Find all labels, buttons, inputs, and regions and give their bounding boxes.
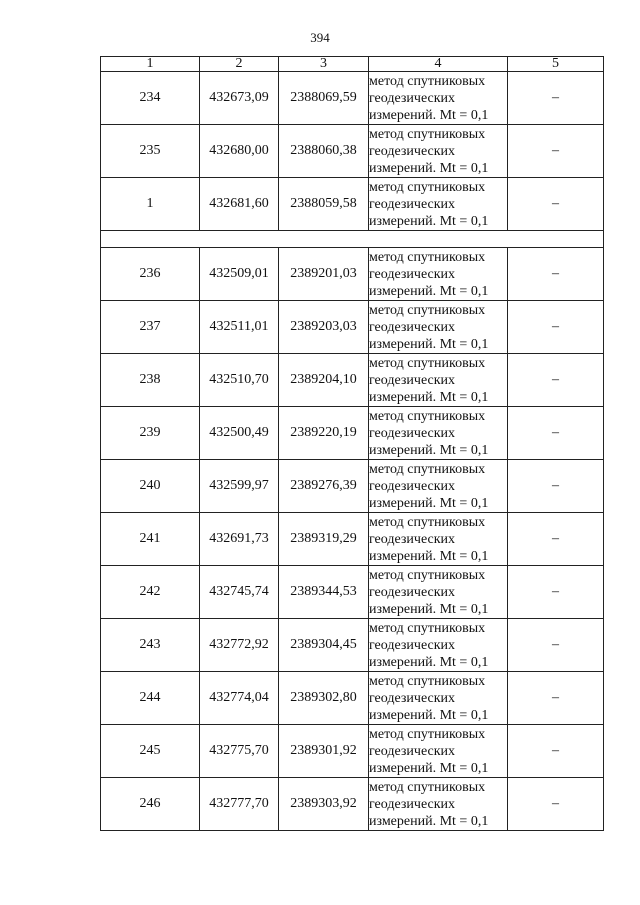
coordinates-table bbox=[100, 56, 604, 831]
method-description-cell bbox=[369, 513, 508, 566]
x-coordinate-cell: 432680,00 bbox=[200, 125, 279, 178]
x-coordinate-cell: 432500,49 bbox=[200, 407, 279, 460]
method-description-cell bbox=[369, 672, 508, 725]
y-coordinate-cell: 2389301,92 bbox=[279, 725, 369, 778]
x-coordinate-cell: 432599,97 bbox=[200, 460, 279, 513]
method-line: геодезических bbox=[369, 90, 456, 106]
y-coordinate-cell: 2389344,53 bbox=[279, 566, 369, 619]
method-line: измерений. Mt = 0,1 bbox=[369, 813, 489, 829]
method-line: геодезических bbox=[369, 196, 456, 212]
x-coordinate-cell: 432774,04 bbox=[200, 672, 279, 725]
empty-value-dash-cell: – bbox=[508, 301, 604, 354]
table-row bbox=[101, 407, 604, 460]
method-description-cell bbox=[369, 248, 508, 301]
point-number-cell: 234 bbox=[101, 72, 200, 125]
empty-value-dash-cell: – bbox=[508, 460, 604, 513]
method-line: геодезических bbox=[369, 743, 456, 759]
point-number-cell: 238 bbox=[101, 354, 200, 407]
empty-value-dash-cell: – bbox=[508, 407, 604, 460]
method-line: метод спутниковых bbox=[369, 408, 486, 424]
method-line: измерений. Mt = 0,1 bbox=[369, 760, 489, 776]
method-description-cell bbox=[369, 72, 508, 125]
header-col-1: 1 bbox=[101, 57, 200, 72]
method-line: геодезических bbox=[369, 690, 456, 706]
table-row bbox=[101, 566, 604, 619]
method-description-cell bbox=[369, 725, 508, 778]
x-coordinate-cell: 432691,73 bbox=[200, 513, 279, 566]
method-line: метод спутниковых bbox=[369, 73, 486, 89]
point-number-cell: 241 bbox=[101, 513, 200, 566]
empty-value-dash-cell: – bbox=[508, 672, 604, 725]
table-group-2 bbox=[101, 248, 604, 831]
table-row bbox=[101, 301, 604, 354]
method-line: измерений. Mt = 0,1 bbox=[369, 389, 489, 405]
method-line: измерений. Mt = 0,1 bbox=[369, 336, 489, 352]
header-col-4: 4 bbox=[369, 57, 508, 72]
method-line: метод спутниковых bbox=[369, 249, 486, 265]
table-row bbox=[101, 778, 604, 831]
method-line: геодезических bbox=[369, 637, 456, 653]
method-line: метод спутниковых bbox=[369, 567, 486, 583]
point-number-cell: 242 bbox=[101, 566, 200, 619]
table-row bbox=[101, 354, 604, 407]
method-line: метод спутниковых bbox=[369, 355, 486, 371]
empty-value-dash-cell: – bbox=[508, 725, 604, 778]
method-line: геодезических bbox=[369, 372, 456, 388]
method-description-cell bbox=[369, 460, 508, 513]
method-description-cell bbox=[369, 566, 508, 619]
method-line: геодезических bbox=[369, 531, 456, 547]
method-description-cell bbox=[369, 178, 508, 231]
method-line: измерений. Mt = 0,1 bbox=[369, 107, 489, 123]
empty-value-dash-cell: – bbox=[508, 778, 604, 831]
method-line: метод спутниковых bbox=[369, 726, 486, 742]
method-line: геодезических bbox=[369, 319, 456, 335]
x-coordinate-cell: 432681,60 bbox=[200, 178, 279, 231]
empty-value-dash-cell: – bbox=[508, 178, 604, 231]
x-coordinate-cell: 432777,70 bbox=[200, 778, 279, 831]
method-description-cell bbox=[369, 125, 508, 178]
method-line: геодезических bbox=[369, 796, 456, 812]
point-number-cell: 239 bbox=[101, 407, 200, 460]
y-coordinate-cell: 2389220,19 bbox=[279, 407, 369, 460]
y-coordinate-cell: 2389203,03 bbox=[279, 301, 369, 354]
table-row bbox=[101, 513, 604, 566]
x-coordinate-cell: 432673,09 bbox=[200, 72, 279, 125]
method-line: измерений. Mt = 0,1 bbox=[369, 213, 489, 229]
method-line: метод спутниковых bbox=[369, 514, 486, 530]
table-group-separator bbox=[101, 231, 604, 248]
method-line: измерений. Mt = 0,1 bbox=[369, 442, 489, 458]
x-coordinate-cell: 432509,01 bbox=[200, 248, 279, 301]
method-line: измерений. Mt = 0,1 bbox=[369, 548, 489, 564]
method-line: измерений. Mt = 0,1 bbox=[369, 283, 489, 299]
method-line: измерений. Mt = 0,1 bbox=[369, 160, 489, 176]
table-header-row bbox=[101, 57, 604, 72]
point-number-cell: 236 bbox=[101, 248, 200, 301]
y-coordinate-cell: 2388060,38 bbox=[279, 125, 369, 178]
point-number-cell: 237 bbox=[101, 301, 200, 354]
y-coordinate-cell: 2389319,29 bbox=[279, 513, 369, 566]
separator-cell bbox=[101, 231, 604, 248]
y-coordinate-cell: 2389204,10 bbox=[279, 354, 369, 407]
point-number-cell: 240 bbox=[101, 460, 200, 513]
point-number-cell: 235 bbox=[101, 125, 200, 178]
empty-value-dash-cell: – bbox=[508, 248, 604, 301]
table-row bbox=[101, 619, 604, 672]
method-line: геодезических bbox=[369, 425, 456, 441]
point-number-cell: 1 bbox=[101, 178, 200, 231]
method-description-cell bbox=[369, 407, 508, 460]
method-description-cell bbox=[369, 354, 508, 407]
y-coordinate-cell: 2389304,45 bbox=[279, 619, 369, 672]
table-row bbox=[101, 178, 604, 231]
method-line: геодезических bbox=[369, 584, 456, 600]
table-group-1 bbox=[101, 72, 604, 231]
method-line: метод спутниковых bbox=[369, 620, 486, 636]
x-coordinate-cell: 432511,01 bbox=[200, 301, 279, 354]
method-line: метод спутниковых bbox=[369, 302, 486, 318]
point-number-cell: 246 bbox=[101, 778, 200, 831]
method-description-cell bbox=[369, 778, 508, 831]
table-row bbox=[101, 725, 604, 778]
table-row bbox=[101, 72, 604, 125]
x-coordinate-cell: 432510,70 bbox=[200, 354, 279, 407]
separator-row bbox=[101, 231, 604, 248]
method-line: геодезических bbox=[369, 143, 456, 159]
y-coordinate-cell: 2389303,92 bbox=[279, 778, 369, 831]
y-coordinate-cell: 2388069,59 bbox=[279, 72, 369, 125]
method-line: метод спутниковых bbox=[369, 126, 486, 142]
method-line: метод спутниковых bbox=[369, 179, 486, 195]
header-col-3: 3 bbox=[279, 57, 369, 72]
method-description-cell bbox=[369, 301, 508, 354]
empty-value-dash-cell: – bbox=[508, 125, 604, 178]
header-col-2: 2 bbox=[200, 57, 279, 72]
method-line: измерений. Mt = 0,1 bbox=[369, 601, 489, 617]
method-line: геодезических bbox=[369, 266, 456, 282]
method-line: измерений. Mt = 0,1 bbox=[369, 707, 489, 723]
point-number-cell: 245 bbox=[101, 725, 200, 778]
point-number-cell: 244 bbox=[101, 672, 200, 725]
method-line: геодезических bbox=[369, 478, 456, 494]
empty-value-dash-cell: – bbox=[508, 513, 604, 566]
header-col-5: 5 bbox=[508, 57, 604, 72]
x-coordinate-cell: 432775,70 bbox=[200, 725, 279, 778]
empty-value-dash-cell: – bbox=[508, 566, 604, 619]
page-number: 394 bbox=[310, 30, 330, 45]
x-coordinate-cell: 432745,74 bbox=[200, 566, 279, 619]
method-line: измерений. Mt = 0,1 bbox=[369, 495, 489, 511]
method-line: метод спутниковых bbox=[369, 673, 486, 689]
table-row bbox=[101, 672, 604, 725]
empty-value-dash-cell: – bbox=[508, 619, 604, 672]
y-coordinate-cell: 2388059,58 bbox=[279, 178, 369, 231]
table-row bbox=[101, 248, 604, 301]
x-coordinate-cell: 432772,92 bbox=[200, 619, 279, 672]
y-coordinate-cell: 2389201,03 bbox=[279, 248, 369, 301]
y-coordinate-cell: 2389302,80 bbox=[279, 672, 369, 725]
empty-value-dash-cell: – bbox=[508, 72, 604, 125]
method-line: метод спутниковых bbox=[369, 461, 486, 477]
method-line: метод спутниковых bbox=[369, 779, 486, 795]
empty-value-dash-cell: – bbox=[508, 354, 604, 407]
method-description-cell bbox=[369, 619, 508, 672]
point-number-cell: 243 bbox=[101, 619, 200, 672]
table-row bbox=[101, 125, 604, 178]
table-row bbox=[101, 460, 604, 513]
y-coordinate-cell: 2389276,39 bbox=[279, 460, 369, 513]
method-line: измерений. Mt = 0,1 bbox=[369, 654, 489, 670]
